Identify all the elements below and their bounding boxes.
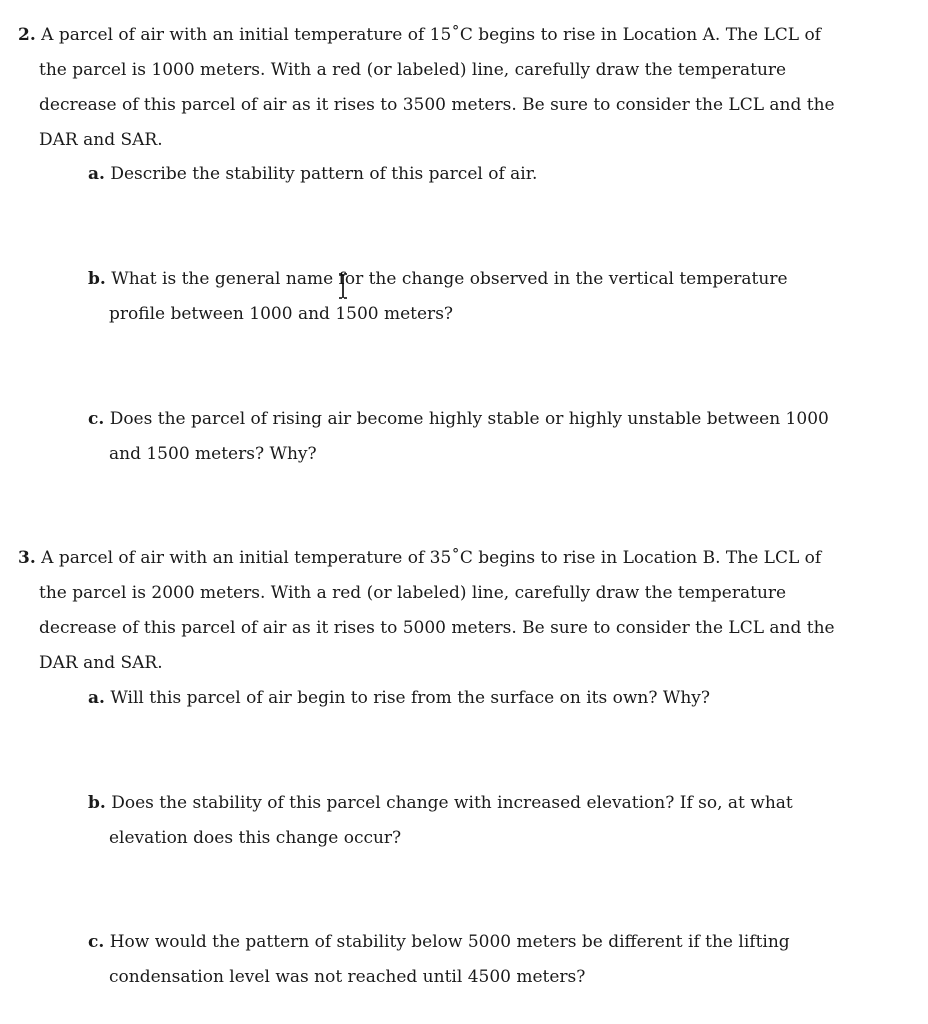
part-text-continued: elevation does this change occur? [109,828,402,848]
question-2-line-3: decrease of this parcel of air as it rises to 3500 meters. Be sure to consider the LCL and the [39,95,835,115]
part-text-continued: profile between 1000 and 1500 meters? [109,304,454,324]
part-text: Will this parcel of air begin to rise from the surface on its own? Why? [110,688,711,708]
part-text: How would the pattern of stability below 5000 meters be different if the lifting [109,932,790,952]
question-3-line-3: decrease of this parcel of air as it rises to 5000 meters. Be sure to consider the LCL and the [39,618,835,638]
question-3-line-1: 3. A parcel of air with an initial temperature of 35˚C begins to rise in Location B. The LCL of [18,548,822,568]
part-text-continued: and 1500 meters? Why? [109,444,317,464]
question-3-part-b [88,786,908,856]
part-letter: a. [88,688,105,708]
part-letter: a. [88,164,105,184]
question-2-part-b [88,262,908,332]
part-text: Does the stability of this parcel change with increased elevation? If so, at what [111,793,793,813]
question-3-line-4: DAR and SAR. [39,653,163,673]
part-text: What is the general name for the change observed in the vertical temperature [111,269,788,289]
question-2-line-4: DAR and SAR. [39,130,163,150]
part-text-continued: condensation level was not reached until 4500 meters? [109,967,586,987]
part-letter: b. [88,269,106,289]
part-letter: c. [88,932,105,952]
part-text: Does the parcel of rising air become highly stable or highly unstable between 1000 [109,409,829,429]
question-2-line-1: 2. A parcel of air with an initial temperature of 15˚C begins to rise in Location A. The LCL of [18,25,821,45]
question-2-part-a [88,157,908,192]
question-3-part-a [88,681,908,716]
question-2 [18,18,918,158]
text-cursor-icon [336,271,350,301]
question-number: 3. [18,548,36,568]
question-3-part-c [88,925,908,995]
part-text: Describe the stability pattern of this parcel of air. [110,164,538,184]
question-2-part-c [88,402,908,472]
part-letter: b. [88,793,106,813]
question-number: 2. [18,25,36,45]
question-3 [18,541,918,681]
question-3-line-2: the parcel is 2000 meters. With a red (or labeled) line, carefully draw the temperature [39,583,787,603]
question-2-line-2: the parcel is 1000 meters. With a red (or labeled) line, carefully draw the temperature [39,60,787,80]
part-letter: c. [88,409,105,429]
